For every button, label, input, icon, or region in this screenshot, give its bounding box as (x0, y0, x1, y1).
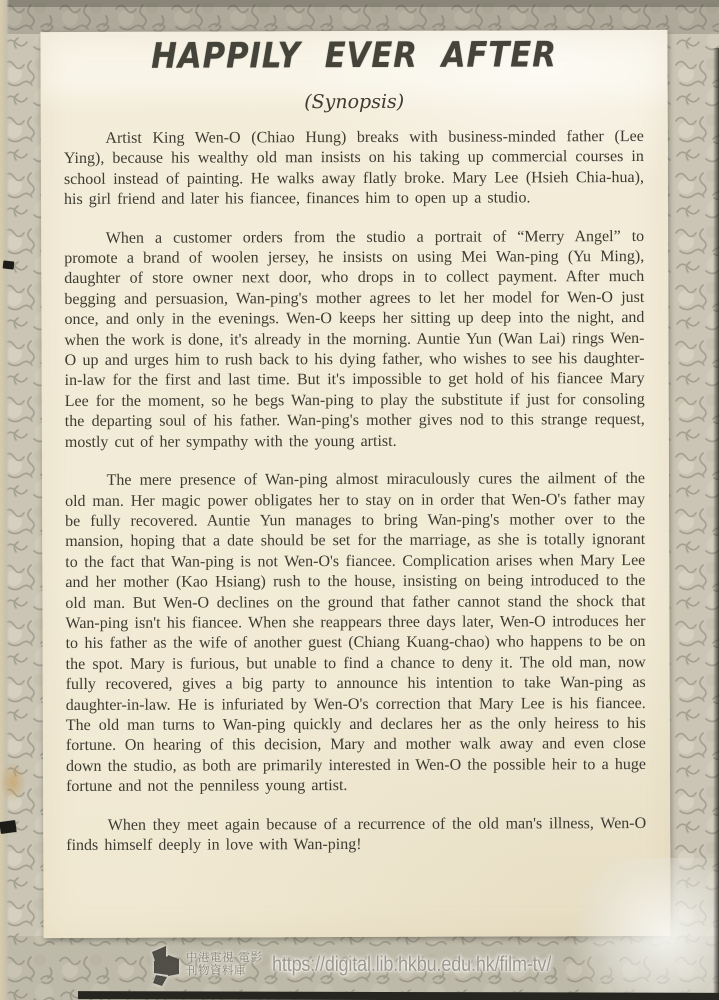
scan-edge-bottom (78, 991, 719, 1000)
paper-damage-blotch (569, 858, 719, 1000)
scan-edge-right (713, 48, 719, 1000)
staple (3, 260, 15, 269)
archive-name-line2: 刊物資料庫 (186, 965, 246, 977)
archive-name (186, 952, 262, 978)
page-title: HAPPILY EVER AFTER (151, 35, 557, 77)
stain-mark (0, 762, 26, 802)
synopsis-paragraph-1: Artist King Wen-O (Chiao Hung) breaks with business-minded father (Lee Ying), because his wealthy old man insists on his taking up commercial courses in school instead of painting. He walks away flatly broke. Mary Lee (Hsieh Chia-hua), his girl friend and later his fiancee, finances him to open up a studio. (63, 127, 644, 209)
synopsis-sheet (40, 30, 670, 938)
staple (0, 820, 17, 834)
synopsis-label: (Synopsis) (304, 90, 405, 114)
studio-spotlight-icon (149, 944, 181, 986)
archive-watermark (149, 944, 597, 986)
synopsis-body (41, 127, 671, 857)
binding-spine (0, 0, 9, 1000)
synopsis-paragraph-3: The mere presence of Wan-ping almost miraculously cures the ailment of the old man. Her magic power obligates her to stay on in order that Wen-O's father may be fully recovered. Auntie Yun manages to bring Wan-ping's mother over to the mansion, hoping that a date should be set for the marriage, as she is totally ignorant to the fact that Wan-ping is not Wen-O's fiancee. Complication arises when Mary Lee and her mother (Kao Hsiang) rush to the house, insisting on being introduced to the old man. But Wen-O declines on the ground that father cannot stand the shock that Wan-ping isn't his fiancee. When she reappears three days later, Wen-O introduces her to his father as the wife of another guest (Chiang Kuang-chao) who happens to be on the spot. Mary is furious, but unable to find a chance to deny it. The old man, now fully recovered, gives a big party to announce his intention to take Wan-ping as daughter-in-law. He is infuriated by Wen-O's correction that Mary Lee is his fiancee. The old man turns to Wan-ping quickly and declares her as the only heiress to his fortune. On hearing of this decision, Mary and mother walk away and even close down the studio, as both are primarily interested in Wen-O the possible heir to a huge fortune and not the penniless young artist. (65, 470, 647, 796)
synopsis-paragraph-2: When a customer orders from the studio a portrait of “Merry Angel” to promote a brand of woolen jersey, he insists on using Mei Wan-ping (Yu Ming), daughter of store owner next door, who drops in to collect payment. After much begging and persuasion, Wan-ping's mother agrees to let her model for Wen-O just once, and only in the evenings. Wen-O keeps her sitting up deep into the night, and when the work is done, it's already in the morning. Auntie Yun (Wan Lai) rings Wen-O up and urges him to rush back to his dying father, who wishes to see his daughter-in-law for the first and last time. But it's impossible to get hold of his fiancee Mary Lee for the moment, so he begs Wan-ping to play the substitute if just for consoling the departing soul of his father. Wan-ping's mother gives nod to this strange request, mostly cut of her sympathy with the young artist. (64, 227, 645, 451)
synopsis-paragraph-4: When they meet again because of a recurrence of the old man's illness, Wen-O finds himself deeply in love with Wan-ping! (66, 814, 647, 855)
archive-url: https://digital.lib.hkbu.edu.hk/film-tv/ (272, 953, 552, 976)
archive-name-line1: 中港電視·電影 (186, 952, 263, 964)
